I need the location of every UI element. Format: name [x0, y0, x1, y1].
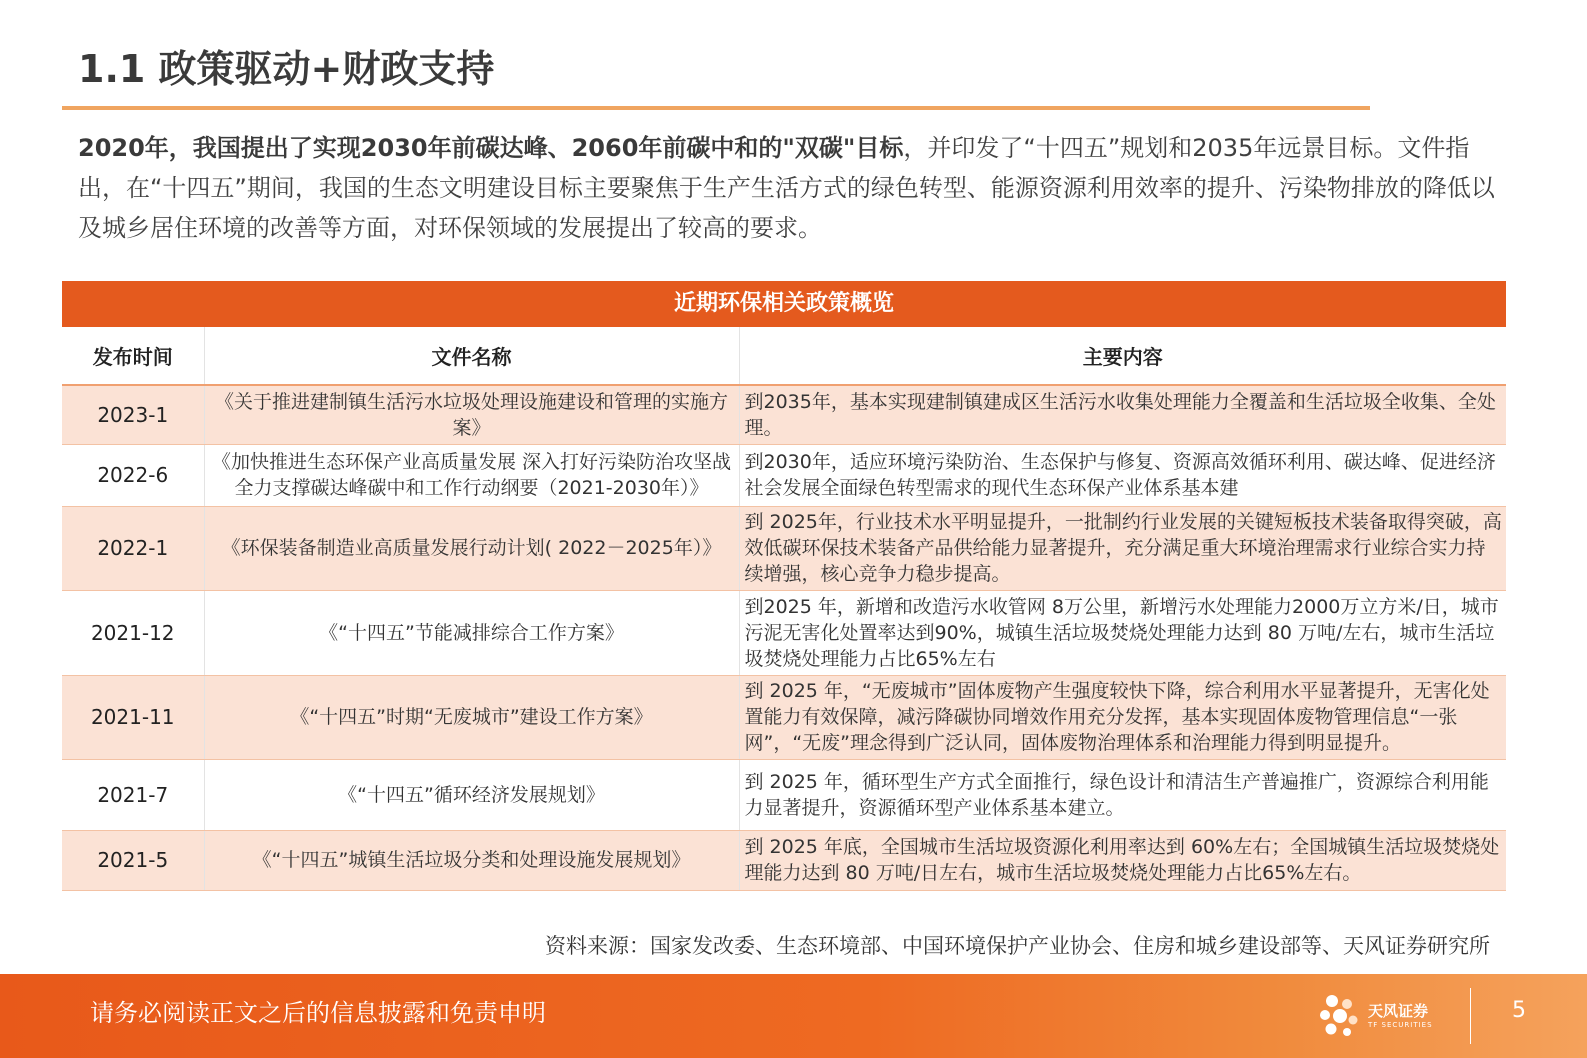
cell-name: 《“十四五”城镇生活垃圾分类和处理设施发展规划》 — [204, 830, 739, 890]
cell-content: 到2035年，基本实现建制镇建成区生活污水收集处理能力全覆盖和生活垃圾全收集、全处理。 — [739, 385, 1506, 444]
cell-name: 《“十四五”循环经济发展规划》 — [204, 759, 739, 830]
flower-logo-icon — [1318, 991, 1364, 1041]
footer-divider — [1470, 988, 1471, 1044]
header-date: 发布时间 — [62, 327, 204, 385]
intro-bold-text: 2020年，我国提出了实现2030年前碳达峰、2060年前碳中和的"双碳"目标 — [78, 134, 904, 162]
header-name: 文件名称 — [204, 327, 739, 385]
page-title: 1.1 政策驱动+财政支持 — [78, 47, 495, 91]
cell-content: 到2030年，适应环境污染防治、生态保护与修复、资源高效循环利用、碳达峰、促进经济社会发展全面绿色转型需求的现代生态环保产业体系基本建 — [739, 444, 1506, 506]
intro-text: ，并印发了“十四五”规划和2035年远景目标。文件指出，在“十四五”期间，我国的生态文明建设目标主要聚焦于生产生活方式的绿色转型、能源资源利用效率的提升、污染物排放的降低以及城乡居住环境的改善等方面，对环保领域的发展提出了较高的要求。 — [78, 134, 1495, 242]
footer-bar — [0, 974, 1587, 1058]
cell-name: 《“十四五”时期“无废城市”建设工作方案》 — [204, 675, 739, 759]
cell-content: 到2025 年，新增和改造污水收管网 8万公里，新增污水处理能力2000万立方米/日，城市污泥无害化处置率达到90%，城镇生活垃圾焚烧处理能力达到 80 万吨/左右，城市生活垃圾焚烧处理能力占比65%左右 — [739, 590, 1506, 675]
cell-date: 2021-12 — [62, 590, 204, 675]
table-row — [62, 675, 1506, 759]
cell-content: 到 2025 年底，全国城市生活垃圾资源化利用率达到 60%左右；全国城镇生活垃圾焚烧处理能力达到 80 万吨/日左右，城市生活垃圾焚烧处理能力占比65%左右。 — [739, 830, 1506, 890]
table-header-row — [62, 327, 1506, 385]
header-content: 主要内容 — [739, 327, 1506, 385]
cell-name: 《环保装备制造业高质量发展行动计划( 2022－2025年）》 — [204, 506, 739, 590]
table-row — [62, 830, 1506, 890]
cell-date: 2021-7 — [62, 759, 204, 830]
table-row — [62, 444, 1506, 506]
cell-content: 到 2025 年，循环型生产方式全面推行，绿色设计和清洁生产普遍推广，资源综合利用能力显著提升，资源循环型产业体系基本建立。 — [739, 759, 1506, 830]
table-row — [62, 385, 1506, 444]
title-divider — [62, 106, 1370, 110]
disclaimer-text: 请务必阅读正文之后的信息披露和免责申明 — [90, 999, 546, 1027]
cell-content: 到 2025年，行业技术水平明显提升，一批制约行业发展的关键短板技术装备取得突破，高效低碳环保技术装备产品供给能力显著提升，充分满足重大环境治理需求行业综合实力持续增强，核心竞争力稳步提高。 — [739, 506, 1506, 590]
page-number: 5 — [1512, 998, 1526, 1023]
table-row — [62, 506, 1506, 590]
logo-text: 天风证券 — [1368, 1002, 1429, 1020]
intro-paragraph — [78, 128, 1498, 248]
cell-name: 《加快推进生态环保产业高质量发展 深入打好污染防治攻坚战全力支撑碳达峰碳中和工作行动纲要（2021-2030年）》 — [204, 444, 739, 506]
table-row — [62, 759, 1506, 830]
cell-content: 到 2025 年，“无废城市”固体废物产生强度较快下降，综合利用水平显著提升，无害化处置能力有效保障，减污降碳协同增效作用充分发挥，基本实现固体废物管理信息“一张网”，“无废”理念得到广泛认同，固体废物治理体系和治理能力得到明显提升。 — [739, 675, 1506, 759]
table-row — [62, 590, 1506, 675]
logo-subtext: TF SECURITIES — [1368, 1021, 1433, 1029]
policy-table — [62, 281, 1506, 891]
cell-date: 2022-1 — [62, 506, 204, 590]
table-caption: 近期环保相关政策概览 — [62, 281, 1506, 327]
cell-date: 2023-1 — [62, 385, 204, 444]
company-logo — [1318, 988, 1458, 1044]
cell-date: 2022-6 — [62, 444, 204, 506]
cell-name: 《关于推进建制镇生活污水垃圾处理设施建设和管理的实施方案》 — [204, 385, 739, 444]
cell-date: 2021-5 — [62, 830, 204, 890]
cell-name: 《“十四五”节能减排综合工作方案》 — [204, 590, 739, 675]
source-note: 资料来源：国家发改委、生态环境部、中国环境保护产业协会、住房和城乡建设部等、天风证券研究所 — [545, 934, 1490, 958]
cell-date: 2021-11 — [62, 675, 204, 759]
